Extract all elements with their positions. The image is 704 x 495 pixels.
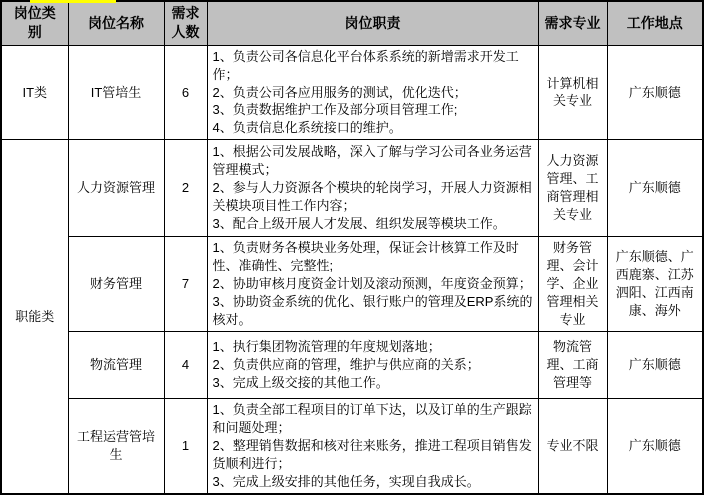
top-highlight-marker xyxy=(30,0,116,3)
table-row xyxy=(1,332,703,399)
header-location: 工作地点 xyxy=(607,1,703,45)
headcount-cell: 7 xyxy=(164,237,207,332)
position-name-cell: 财务管理 xyxy=(68,237,164,332)
duty-line: 1、根据公司发展战略，深入了解与学习公司各业务运营管理模式； xyxy=(212,144,532,178)
headcount-cell: 1 xyxy=(164,399,207,494)
duty-line: 1、负责财务各模块业务处理，保证会计核算工作及时性、准确性、完整性; xyxy=(212,240,519,274)
headcount-cell: 6 xyxy=(164,45,207,140)
position-name-cell: IT管培生 xyxy=(68,45,164,140)
duties-cell xyxy=(207,332,538,399)
header-row xyxy=(1,1,703,45)
table-row xyxy=(1,237,703,332)
duty-line: 1、执行集团物流管理的年度规划落地； xyxy=(212,339,441,355)
duty-line: 4、负责信息化系统接口的维护。 xyxy=(212,120,402,136)
location-cell: 广东顺德 xyxy=(607,399,703,494)
location-cell: 广东顺德、广西鹿寨、江苏泗阳、江西南康、海外 xyxy=(607,237,703,332)
location-cell: 广东顺德 xyxy=(607,45,703,140)
duty-line: 3、完成上级交接的其他工作。 xyxy=(212,374,389,390)
duty-line: 2、协助审核月度资金计划及滚动预测，年度资金预算； xyxy=(212,276,532,292)
headcount-cell: 2 xyxy=(164,140,207,237)
major-cell: 物流管理、工商管理等 xyxy=(538,332,607,399)
major-cell: 财务管理、会计学、企业管理相关专业 xyxy=(538,237,607,332)
table-row xyxy=(1,399,703,494)
duties-cell xyxy=(207,140,538,237)
header-headcount: 需求人数 xyxy=(164,1,207,45)
duties-cell xyxy=(207,45,538,140)
major-cell: 计算机相关专业 xyxy=(538,45,607,140)
duty-line: 3、配合上级开展人才发展、组织发展等模块工作。 xyxy=(212,216,506,232)
header-duties: 岗位职责 xyxy=(207,1,538,45)
headcount-cell: 4 xyxy=(164,332,207,399)
duty-line: 3、负责数据维护工作及部分项目管理工作; xyxy=(212,102,458,118)
duty-line: 2、整理销售数据和核对往来账务，推进工程项目销售发货顺利进行； xyxy=(212,437,532,471)
major-cell: 专业不限 xyxy=(538,399,607,494)
header-category: 岗位类别 xyxy=(1,1,68,45)
duty-line: 2、负责供应商的管理，维护与供应商的关系； xyxy=(212,357,480,373)
header-position-name: 岗位名称 xyxy=(68,1,164,45)
duty-line: 2、负责公司各应用服务的测试，优化迭代； xyxy=(212,84,467,100)
duty-line: 1、负责全部工程项目的订单下达，以及订单的生产跟踪和问题处理； xyxy=(212,402,532,435)
duties-cell xyxy=(207,399,538,494)
duty-line: 2、参与人力资源各个模块的轮岗学习，开展人力资源相关模块项目性工作内容； xyxy=(212,180,532,214)
location-cell: 广东顺德 xyxy=(607,332,703,399)
duties-cell xyxy=(207,237,538,332)
position-name-cell: 人力资源管理 xyxy=(68,140,164,237)
duty-line: 3、完成上级安排的其他任务，实现自我成长。 xyxy=(212,473,480,489)
duty-line: 1、负责公司各信息化平台体系系统的新增需求开发工作； xyxy=(212,48,519,82)
location-cell: 广东顺德 xyxy=(607,140,703,237)
header-major: 需求专业 xyxy=(538,1,607,45)
position-name-cell: 物流管理 xyxy=(68,332,164,399)
duty-line: 3、协助资金系统的优化、银行账户的管理及ERP系统的核对。 xyxy=(212,294,533,328)
table-row xyxy=(1,140,703,237)
category-cell-functional: 职能类 xyxy=(1,140,68,494)
category-cell-it: IT类 xyxy=(1,45,68,140)
position-name-cell: 工程运营管培生 xyxy=(68,399,164,494)
table-row xyxy=(1,45,703,140)
major-cell: 人力资源管理、工商管理相关专业 xyxy=(538,140,607,237)
